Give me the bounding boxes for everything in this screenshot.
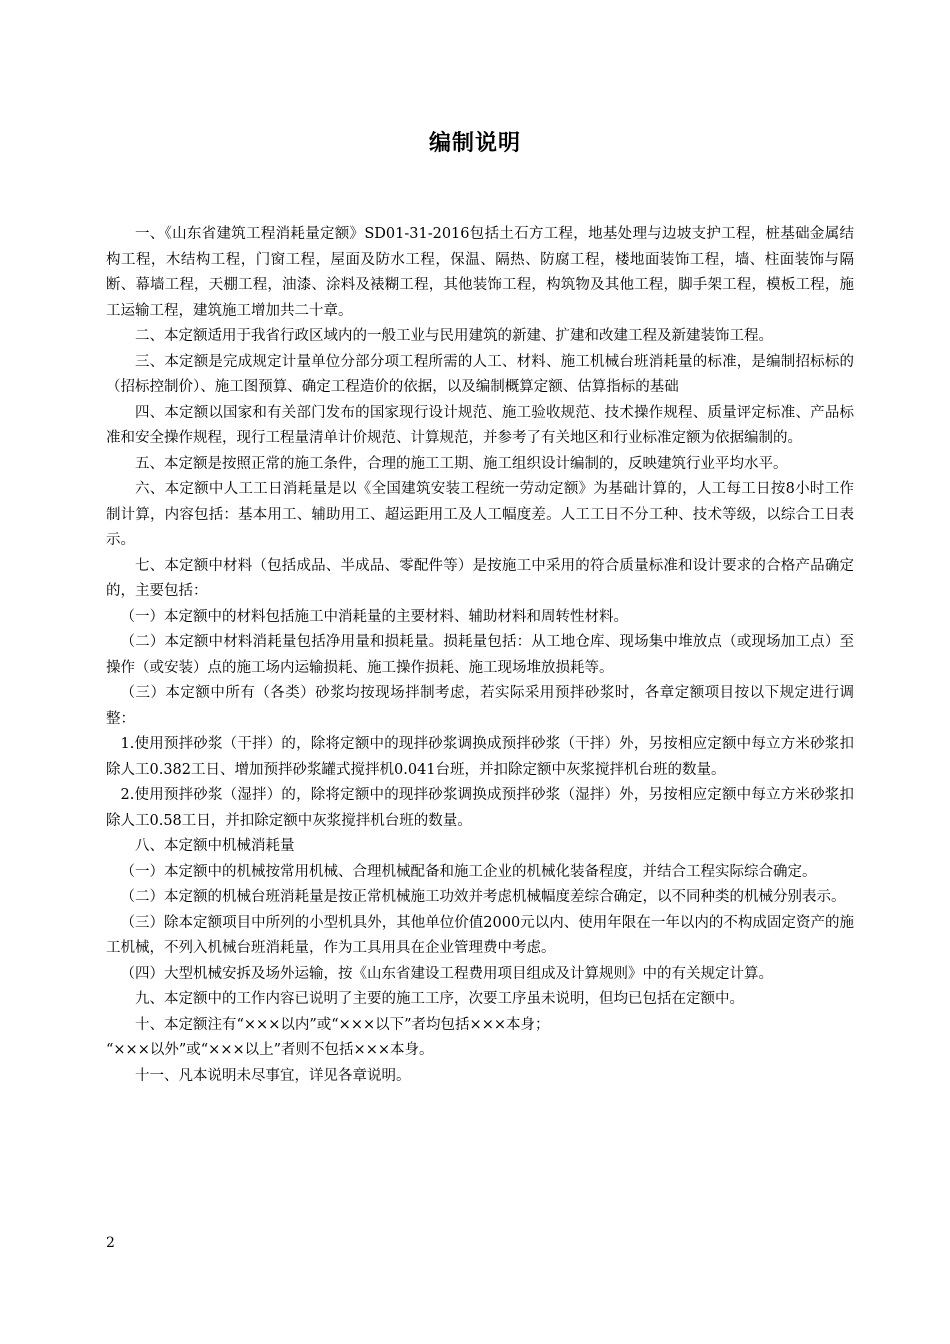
paragraph: 六、本定额中人工工日消耗量是以《全国建筑安装工程统一劳动定额》为基础计算的，人工每工日按8小时工作制计算，内容包括：基本用工、辅助用工、超运距用工及人工幅度差。人工工日不分工种、技术等级，以综合工日表示。: [106, 481, 854, 548]
paragraph: 五、本定额是按照正常的施工条件，合理的施工工期、施工组织设计编制的，反映建筑行业平均水平。: [135, 455, 788, 472]
paragraph: 九、本定额中的工作内容已说明了主要的施工工序，次要工序虽未说明，但均已包括在定额中。: [135, 991, 744, 1007]
page-number: 2: [106, 1235, 115, 1251]
paragraph: 七、本定额中材料（包括成品、半成品、零配件等）是按施工中采用的符合质量标准和设计要求的合格产品确定的，主要包括：: [106, 557, 854, 599]
document-body: [106, 222, 854, 1089]
paragraph: 一、《山东省建筑工程消耗量定额》SD01-31-2016包括土石方工程，地基处理与边坡支护工程，桩基础金属结构工程，木结构工程，门窗工程，屋面及防水工程，保温、隔热、防腐工程，楼地面装饰工程，墙、柱面装饰与隔断、幕墙工程，天棚工程，油漆、涂料及裱糊工程，其他装饰工程，构筑物及其他工程，脚手架工程，模板工程，施工运输工程，建筑施工增加共二十章。: [106, 226, 854, 319]
paragraph: 2.使用预拌砂浆（湿拌）的，除将定额中的现拌砂浆调换成预拌砂浆（湿拌）外，另按相应定额中每立方米砂浆扣除人工0.58工日，并扣除定额中灰浆搅拌机台班的数量。: [106, 787, 854, 829]
paragraph: （三）本定额中所有（各类）砂浆均按现场拌制考虑，若实际采用预拌砂浆时，各章定额项目按以下规定进行调整：: [106, 685, 854, 727]
paragraph: 十一、凡本说明未尽事宜，详见各章说明。: [135, 1067, 411, 1084]
paragraph: （四）大型机械安拆及场外运输，按《山东省建设工程费用项目组成及计算规则》中的有关规定计算。: [120, 965, 773, 982]
paragraph: 三、本定额是完成规定计量单位分部分项工程所需的人工、材料、施工机械台班消耗量的标准，是编制招标标的（招标控制价）、施工图预算、确定工程造价的依据，以及编制概算定额、估算指标的基础: [106, 353, 854, 395]
paragraph: （一）本定额中的材料包括施工中消耗量的主要材料、辅助材料和周转性材料。: [120, 608, 628, 625]
paragraph: 1.使用预拌砂浆（干拌）的，除将定额中的现拌砂浆调换成预拌砂浆（干拌）外，另按相应定额中每立方米砂浆扣除人工0.382工日、增加预拌砂浆罐式搅拌机0.041台班，并扣除定额中灰浆搅拌机台班的数量。: [106, 736, 854, 778]
paragraph: （一）本定额中的机械按常用机械、合理机械配备和施工企业的机械化装备程度，并结合工程实际综合确定。: [120, 863, 817, 880]
paragraph: “×××以外”或“×××以上”者则不包括×××本身。: [106, 1042, 434, 1058]
paragraph: 十、本定额注有“×××以内”或“×××以下”者均包括×××本身；: [135, 1016, 550, 1033]
paragraph: （二）本定额的机械台班消耗量是按正常机械施工功效并考虑机械幅度差综合确定，以不同种类的机械分别表示。: [120, 889, 846, 905]
paragraph: 四、本定额以国家和有关部门发布的国家现行设计规范、施工验收规范、技术操作规程、质量评定标准、产品标准和安全操作规程，现行工程量清单计价规范、计算规范，并参考了有关地区和行业标准定额为依据编制的。: [106, 404, 854, 446]
paragraph: 八、本定额中机械消耗量: [135, 838, 295, 854]
paragraph: （二）本定额中材料消耗量包括净用量和损耗量。损耗量包括：从工地仓库、现场集中堆放点（或现场加工点）至操作（或安装）点的施工场内运输损耗、施工操作损耗、施工现场堆放损耗等。: [106, 634, 854, 676]
paragraph: 二、本定额适用于我省行政区域内的一般工业与民用建筑的新建、扩建和改建工程及新建装饰工程。: [135, 328, 773, 344]
paragraph: （三）除本定额项目中所列的小型机具外，其他单位价值2000元以内、使用年限在一年以内的不构成固定资产的施工机械，不列入机械台班消耗量，作为工具用具在企业管理费中考虑。: [106, 914, 854, 956]
page-title: 编制说明: [428, 131, 521, 156]
